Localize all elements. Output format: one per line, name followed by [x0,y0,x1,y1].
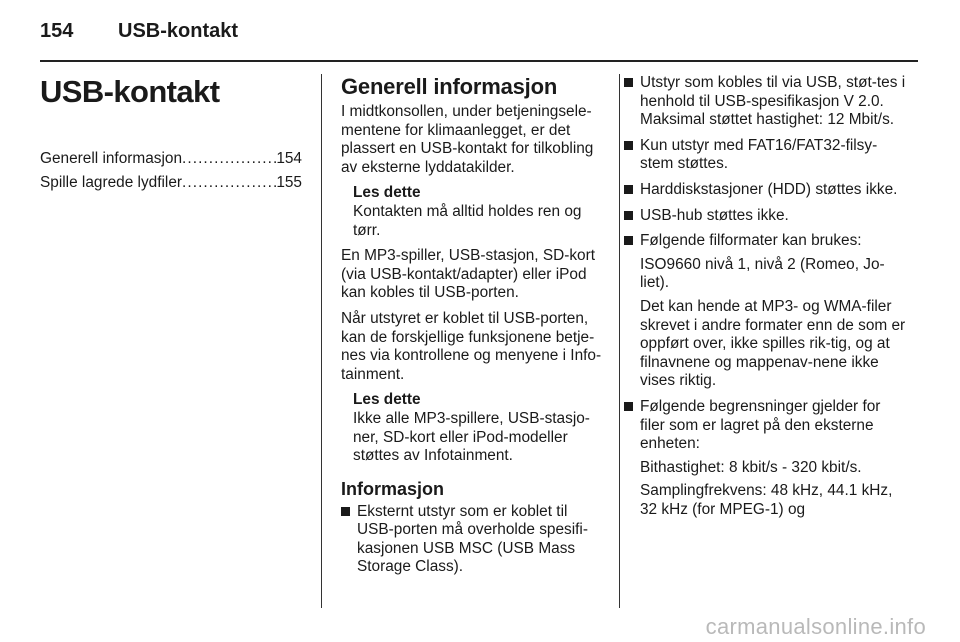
sub-paragraph: Samplingfrekvens: 48 kHz, 44.1 kHz, 32 kHz (for MPEG-1) og [640,482,893,518]
list-item-text: Utstyr som kobles til via USB, støt-tes i henhold til USB-spesifikasjon V 2.0. Maksimal støttet hastighet: 12 Mbit/s. [640,74,906,129]
note-text: Kontakten må alltid holdes ren og tørr. [353,202,582,239]
list-item-text: Følgende filformater kan brukes: [640,232,862,250]
list-item-text: USB-hub støttes ikke. [640,206,789,224]
note-text: Ikke alle MP3-spillere, USB-stasjo-ner, SD-kort eller iPod-modeller støttes av Infotainment. [353,409,590,465]
bullet-square-icon [624,78,633,87]
column-3 [624,74,908,526]
bullet-square-icon [624,236,633,245]
running-title: USB-kontakt [118,20,239,42]
paragraph-operation: Når utstyret er koblet til USB-porten, kan de forskjellige funksjonene betje-nes via kontrollene og menyene i Info-tainment. [341,309,602,383]
list-item [624,181,908,200]
bullet-square-icon [624,141,633,150]
column-2 [341,74,604,584]
list-item [624,398,908,520]
sub-paragraph: Det kan hende at MP3- og WMA-filer skrevet i andre formater enn de som er oppført over, ikke spilles rik-tig, og at filnavnene og mappenav-nene ikke vises riktig. [640,297,906,390]
page-header [0,0,960,62]
paragraph-intro: I midtkonsollen, under betjeningsele-mentene for klimaanlegget, er det plassert en USB-kontakt for tilkobling av eksterne lyddatakilder. [341,103,594,176]
toc-label: Generell informasjon [40,150,183,167]
info-list [341,503,604,577]
list-item-text: Følgende begrensninger gjelder for filer som er lagret på den eksterne enheten: [640,397,881,453]
list-item-text: Kun utstyr med FAT16/FAT32-filsy-stem støttes. [640,136,878,173]
bullet-square-icon [624,402,633,411]
bullet-square-icon [624,185,633,194]
header-rule [40,60,918,62]
toc-item-general-info[interactable] [40,150,302,169]
table-of-contents [40,150,302,192]
list-item [624,74,908,130]
toc-leader [182,174,276,193]
list-item [624,137,908,174]
note-title: Les dette [353,391,421,409]
toc-leader [182,150,276,169]
column-divider-1 [321,74,322,608]
list-item [624,207,908,226]
bullet-square-icon [341,507,350,516]
sub-paragraph: ISO9660 nivå 1, nivå 2 (Romeo, Jo-liet). [640,255,885,292]
note-title: Les dette [353,184,421,202]
sub-heading: Informasjon [341,478,445,499]
sub-paragraph: Bithastighet: 8 kbit/s - 320 kbit/s. [640,458,862,476]
paragraph-devices: En MP3-spiller, USB-stasjon, SD-kort (via USB-kontakt/adapter) eller iPod kan kobles til USB-porten. [341,247,596,302]
list-item-text: Eksternt utstyr som er koblet til USB-porten må overholde spesifi-kasjonen USB MSC (USB Mass Storage Class). [357,502,588,576]
chapter-title: USB-kontakt [40,74,220,109]
note-box-1 [353,184,604,240]
bullet-square-icon [624,211,633,220]
toc-item-play-files[interactable] [40,174,302,193]
info-list-continued [624,74,908,519]
list-item-text: Harddiskstasjoner (HDD) støttes ikke. [640,180,898,198]
column-1 [40,74,302,197]
section-heading: Generell informasjon [341,74,558,99]
watermark: carmanualsonline.info [705,614,926,639]
toc-label: Spille lagrede lydfiler [40,173,183,191]
list-item [341,503,604,577]
page-number: 154 [40,20,74,42]
column-divider-2 [619,74,620,608]
list-item [624,232,908,391]
toc-page: 155 [276,173,302,191]
note-box-2 [353,391,604,465]
toc-page: 154 [276,150,302,167]
